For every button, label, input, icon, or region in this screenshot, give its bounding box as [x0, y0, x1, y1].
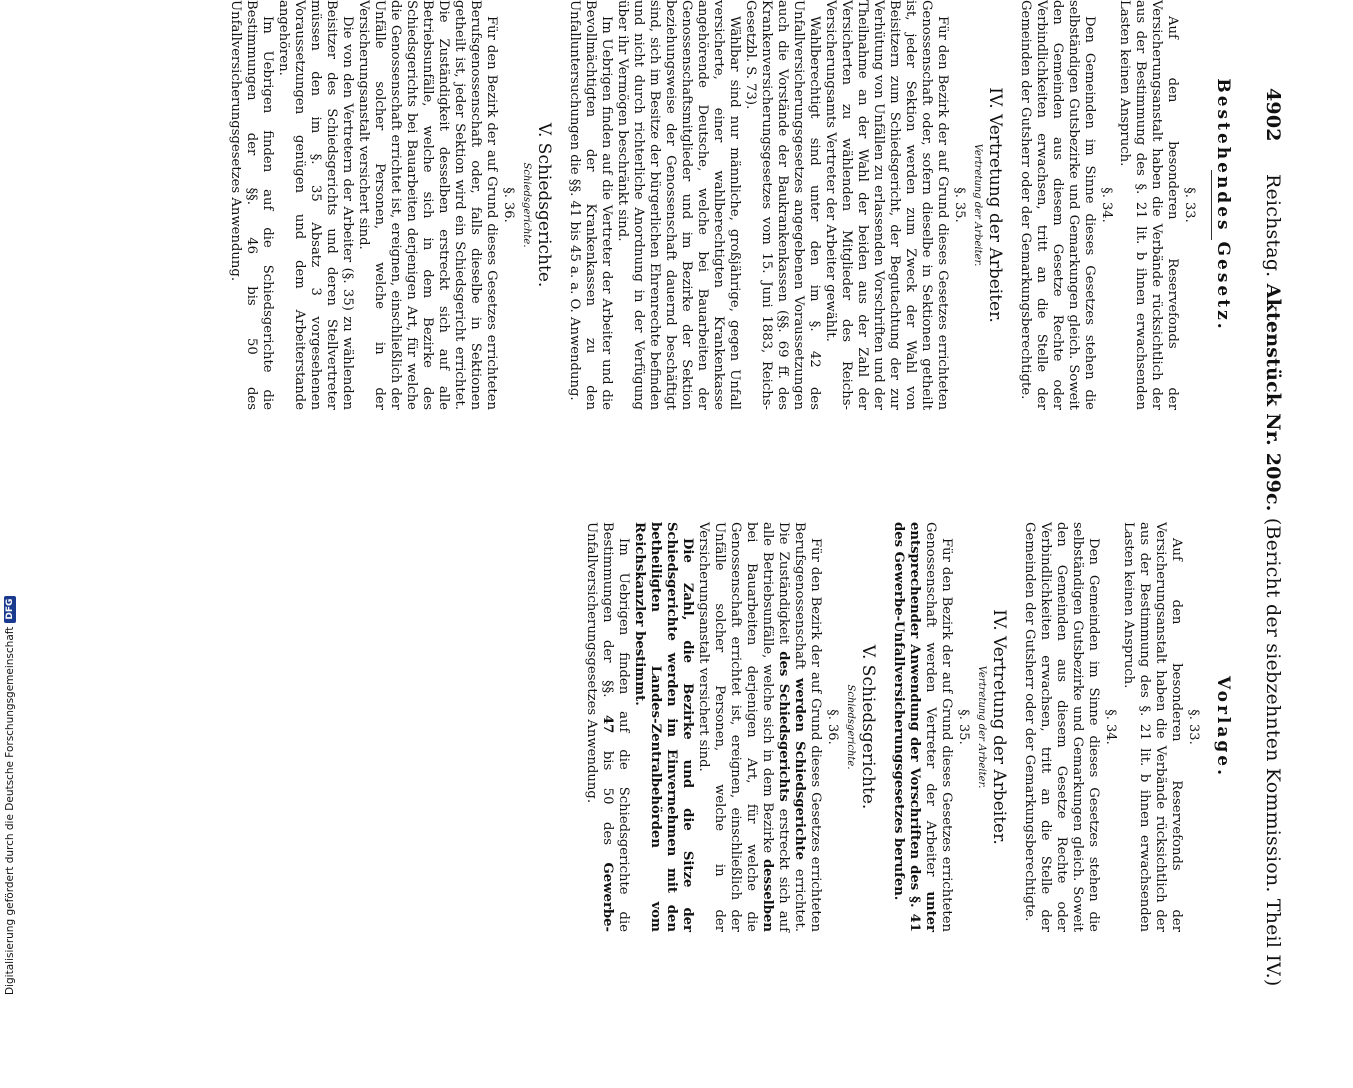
- amendment-text: desselben: [760, 858, 775, 932]
- paragraph: [631, 522, 695, 932]
- section-subtitle: Schiedsgerichte.: [521, 162, 532, 248]
- section-title: IV. Vertretung der Arbeiter.: [989, 609, 1009, 845]
- running-head: [1250, 88, 1290, 1088]
- section-subtitle: Vertretung der Arbeiter.: [972, 143, 983, 267]
- section-title: V. Schiedsgerichte.: [534, 122, 554, 288]
- credit-text: Digitalisierung gefördert durch die Deutsche Forschungsgemeinschaft: [4, 626, 16, 995]
- section-title: V. Schiedsgerichte.: [858, 644, 878, 810]
- heading-rule: [1211, 170, 1212, 240]
- section-title: IV. Vertretung der Arbeiter.: [985, 87, 1005, 323]
- paragraph: Für den Bezirk der auf Grund dieses Gesetzes errichteten Berufsgenossenschaft oder, falls dieselbe in Sektionen getheilt ist, jeder Sektion wird ein Schiedsgericht errichtet. Die Zuständigkeit desselben erstreckt sich auf alle Betriebsunfälle, welche sich in dem Bezirke des Schiedsgerichts bei Bauarbeiten derjenigen Art, für welche die Genossenschaft errichtet ist, ereignen, einschließlich der Unfälle solcher Personen, welche in der Versicherungsanstalt versichert sind.: [356, 0, 499, 410]
- paragraph: Den Gemeinden im Sinne dieses Gesetzes stehen die selbständigen Gutsbezirke und Gemarkungen gleich. Soweit den Gemeinden aus diesem Gesetze Rechte oder Verbindlichkeiten erwachsen, tritt an die Stelle der Gemeinden der Gutsherr oder der Gemarkungsberechtigte.: [1018, 0, 1097, 410]
- section-number: §. 36.: [501, 187, 516, 223]
- column-proposal: [583, 522, 1235, 932]
- amendment-text: 47: [600, 714, 615, 734]
- amendment-text: Gewerbe-: [600, 862, 615, 932]
- paragraph: Die von den Vertretern der Arbeiter (§. 35) zu wählenden Beisitzer des Schiedsgerichts und deren Stellvertreter müssen den im §. 35 Absatz 3 vorgesehenen Voraussetzungen genügen und dem Arbeiterstande angehören.: [276, 0, 355, 410]
- paragraph: Für den Bezirk der auf Grund dieses Gesetzes errichteten Genossenschaft oder, sofern dieselbe in Sektionen getheilt ist, jeder Sektion werden zum Zweck der Wahl von Beisitzern zum Schiedsgericht, der Begutachtung der zur Verhütung von Unfällen zu erlassenden Vorschriften und der Theilnahme an der Wahl der beiden aus der Zahl der Versicherten zu wählenden Mitglieder des Reichs-Versicherungsamts Vertreter der Arbeiter gewählt.: [823, 0, 950, 410]
- paragraph: Für den Bezirk der auf Grund dieses Gesetzes errichteten Berufsgenossenschaft werden Schiedsgerichte errichtet. Die Zuständigkeit des Schiedsgerichts erstreckt sich auf alle Betriebsunfälle, welche sich in dem Bezirke desselben bei Bauarbeiten derjenigen Art, für welche die Genossenschaft errichtet ist, ereignen, einschließlich der Unfälle solcher Personen, welche in der Versicherungsanstalt versichert sind.: [696, 522, 823, 932]
- paragraph: Im Uebrigen finden auf die Vertreter der Arbeiter und die Bevollmächtigten der Krankenkassen zu den Unfalluntersuchungen die §§. 41 bis 45 a. a. O. Anwendung.: [567, 0, 614, 410]
- section-subtitle: Vertretung der Arbeiter.: [976, 665, 987, 789]
- paragraph: Für den Bezirk der auf Grund dieses Gesetzes errichteten Genossenschaft werden Vertreter der Arbeiter unter entsprechender Anwendung der Vorschriften des §. 41 des Gewerbe-Unfallversicherungsgesetzes berufen.: [891, 522, 954, 932]
- paragraph: Auf den besonderen Reservefonds der Versicherungsanstalt haben die Verbände rücksichtlich der aus der Bestimmung des §. 21 lit. b ihnen erwachsenden Lasten keinen Anspruch.: [1121, 522, 1184, 932]
- dfg-logo: DFG: [4, 596, 16, 623]
- section-number: §. 35.: [952, 187, 967, 223]
- section-number: §. 36.: [825, 709, 840, 745]
- amendment-text: unter entsprechender Anwendung der Vorschriften des §. 41 des Gewerbe-Unfallversicherungsgesetzes berufen.: [891, 522, 938, 932]
- section-number: §. 33.: [1186, 709, 1201, 745]
- section-subtitle: Schiedsgerichte.: [845, 684, 856, 770]
- amendment-text: werden Schiedsgerichte: [792, 678, 807, 861]
- section-number: §. 33.: [1182, 187, 1197, 223]
- paragraph: Wahlberechtigt sind unter den im §. 42 des Unfallversicherungsgesetzes angegebenen Voraussetzungen auch die Vorstände der Baukrankenkassen (§§. 69 ff. des Krankenversicherungsgesetzes vom 15. Juni 1883, Reichs-Gesetzbl. S. 73).: [743, 0, 822, 410]
- page-title: Reichstag. Aktenstück Nr. 209c. (Bericht der siebzehnten Kommission. Theil IV.): [1262, 174, 1284, 987]
- paragraph: Den Gemeinden im Sinne dieses Gesetzes stehen die selbständigen Gutsbezirke und Gemarkungen gleich. Soweit den Gemeinden aus diesem Gesetze Rechte oder Verbindlichkeiten erwachsen, tritt an die Stelle der Gemeinden der Gutsherr oder der Gemarkungsberechtigte.: [1022, 522, 1101, 932]
- section-number: §. 34.: [1099, 187, 1114, 223]
- column-heading: Vorlage.: [1213, 675, 1233, 779]
- page-number: 4902: [1262, 88, 1284, 142]
- section-number: §. 34.: [1103, 709, 1118, 745]
- paragraph: Auf den besonderen Reservefonds der Versicherungsanstalt haben die Verbände rücksichtlich der aus der Bestimmung des §. 21 lit. b ihnen erwachsenden Lasten keinen Anspruch.: [1117, 0, 1180, 410]
- amendment-text: des Schiedsgerichts: [776, 651, 791, 802]
- paragraph: Wählbar sind nur männliche, großjährige, gegen Unfall versicherte, einer wahlberechtigten Krankenkasse angehörende Deutsche, welche bei Bauarbeiten der Genossenschaftsmitglieder und im Bezirke der Sektion beziehungsweise der Genossenschaft dauernd beschäftigt sind, sich im Besitze der bürgerlichen Ehrenrechte befinden und nicht durch richterliche Anordnung in der Verfügung über ihr Vermögen beschränkt sind.: [615, 0, 742, 410]
- amendment-text: Die Zahl, die Bezirke und die Sitze der Schiedsgerichte werden im Einvernehmen mit den betheiligten Landes-Zentralbehörden vom Reichskanzler bestimmt.: [632, 522, 695, 932]
- digitization-credit: [2, 598, 18, 995]
- paragraph: Im Uebrigen finden auf die Schiedsgerichte die Bestimmungen der §§. 47 bis 50 des Gewerbe-Unfallversicherungsgesetzes Anwendung.: [584, 522, 631, 932]
- section-number: §. 35.: [956, 709, 971, 745]
- column-existing-law: [227, 0, 1235, 410]
- column-heading: Bestehendes Gesetz.: [1213, 78, 1233, 332]
- paragraph: Im Uebrigen finden auf die Schiedsgerichte die Bestimmungen der §§. 46 bis 50 des Unfallversicherungsgesetzes Anwendung.: [228, 0, 275, 410]
- document-page: [40, 0, 1290, 1000]
